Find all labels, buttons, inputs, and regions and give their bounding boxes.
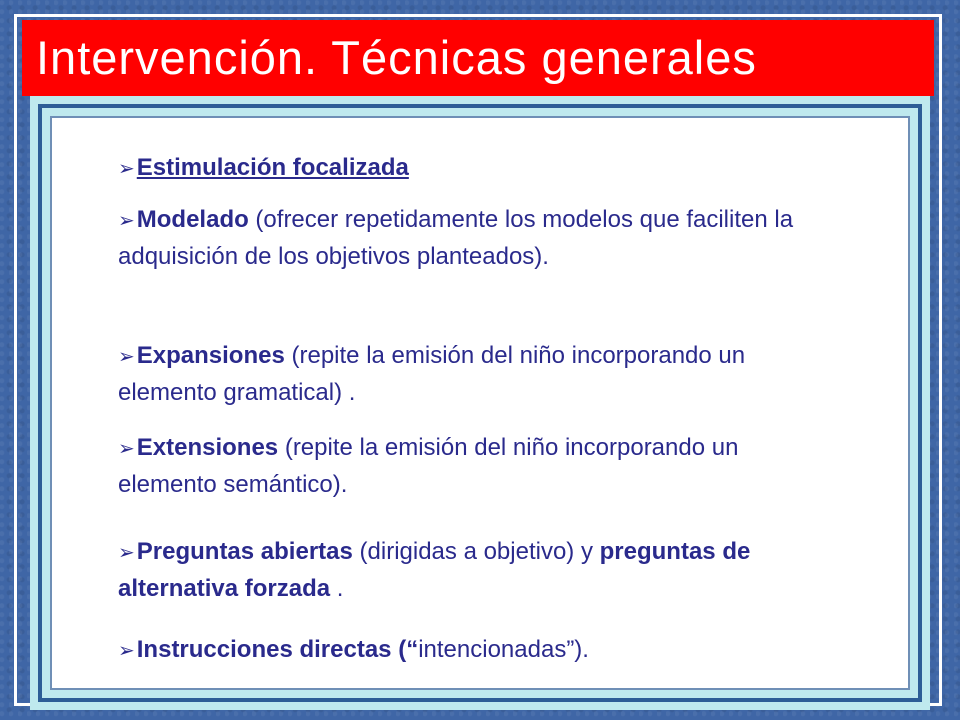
bullet-term: Instrucciones directas (“ <box>136 636 419 663</box>
arrow-bullet-icon: ➢ <box>118 346 135 368</box>
slide-title: Intervención. Técnicas generales <box>36 31 757 84</box>
bullet-term: Estimulación focalizada <box>136 154 409 181</box>
arrow-bullet-icon: ➢ <box>118 438 135 460</box>
arrow-bullet-icon: ➢ <box>118 158 135 180</box>
bullet-item <box>118 430 818 503</box>
arrow-bullet-icon: ➢ <box>118 640 135 662</box>
bullet-term: Preguntas abiertas <box>136 538 353 565</box>
bullet-item <box>118 632 818 669</box>
bullet-item <box>118 534 818 607</box>
bullet-description-end: . <box>330 575 344 602</box>
bullet-item <box>118 202 818 275</box>
bullet-item <box>118 150 818 187</box>
bullet-term: Modelado <box>136 206 249 233</box>
bullet-term-secondary: preguntas de alternativa forzada <box>118 538 751 602</box>
bullet-item <box>118 338 818 411</box>
arrow-bullet-icon: ➢ <box>118 542 135 564</box>
bullet-description: (ofrecer repetidamente los modelos que faciliten la adquisición de los objetivos planteados). <box>118 206 794 270</box>
bullet-description: (dirigidas a objetivo) y <box>352 538 600 565</box>
bullet-description: (repite la emisión del niño incorporando un elemento semántico). <box>118 434 739 498</box>
bullet-term: Expansiones <box>136 342 285 369</box>
title-bar <box>22 20 934 96</box>
bullet-description: intencionadas”). <box>418 636 589 663</box>
bullet-term: Extensiones <box>136 434 279 461</box>
bullet-description: (repite la emisión del niño incorporando un elemento gramatical) . <box>118 342 746 406</box>
arrow-bullet-icon: ➢ <box>118 210 135 232</box>
